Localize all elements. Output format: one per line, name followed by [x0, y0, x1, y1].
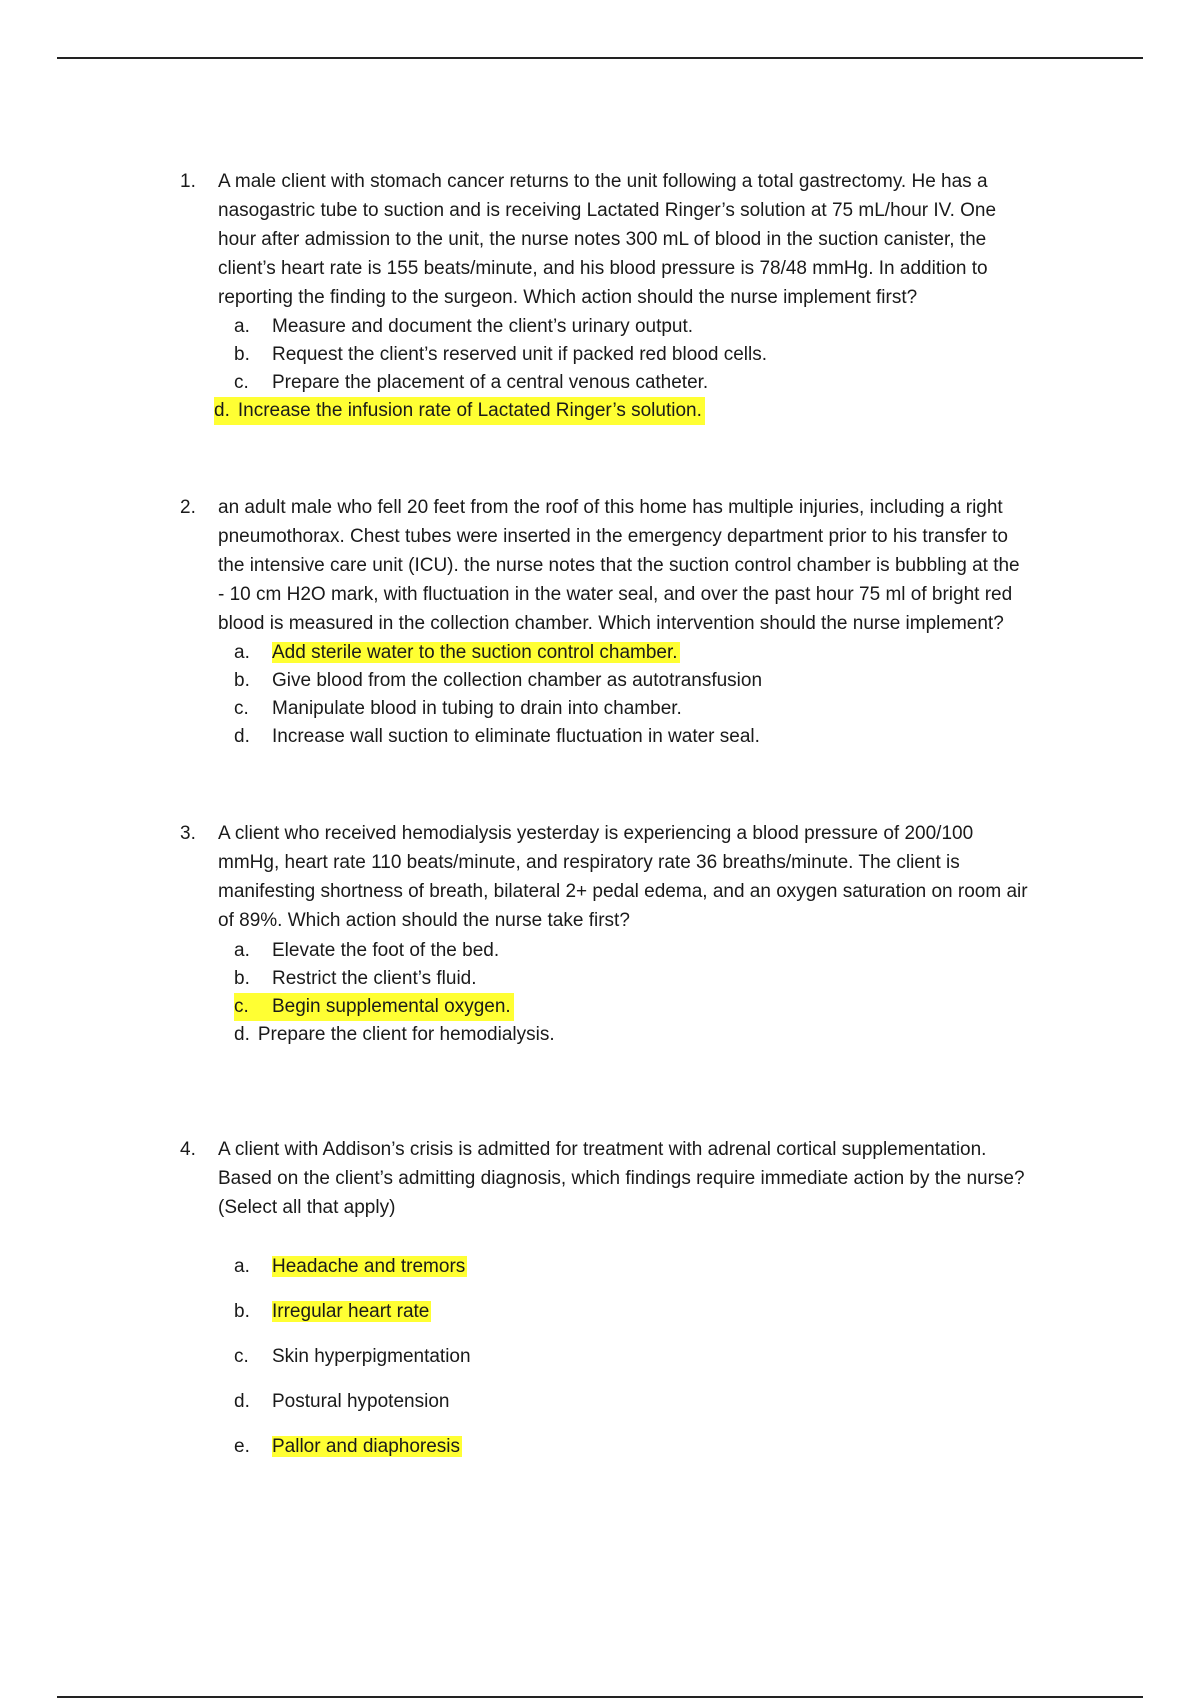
option-text: Increase wall suction to eliminate fluctuation in water seal. — [272, 726, 760, 747]
option-a — [234, 313, 693, 341]
option-letter: c. — [234, 1346, 249, 1367]
option-letter: d. — [234, 726, 250, 747]
option-text: Prepare the placement of a central venous catheter. — [272, 372, 709, 393]
question-number: 2. — [180, 497, 196, 518]
option-c — [234, 695, 682, 723]
option-text: Measure and document the client’s urinary output. — [272, 316, 694, 337]
option-c-correct — [234, 993, 514, 1021]
option-text: Headache and tremors — [272, 1256, 466, 1277]
question-number: 3. — [180, 823, 196, 844]
option-letter: d. — [234, 1024, 250, 1045]
option-text: Give blood from the collection chamber as autotransfusion — [272, 670, 763, 691]
option-text: Request the client’s reserved unit if packed red blood cells. — [272, 344, 767, 365]
option-b — [234, 965, 477, 993]
option-letter: b. — [234, 1301, 250, 1322]
option-b — [234, 341, 767, 369]
option-letter: a. — [234, 1256, 250, 1277]
option-c — [234, 1343, 471, 1371]
question-line: blood is measured in the collection chamber. Which intervention should the nurse implement? — [218, 613, 1004, 634]
question-line: client’s heart rate is 155 beats/minute, and his blood pressure is 78/48 mmHg. In addition to — [218, 258, 988, 279]
question-line: nasogastric tube to suction and is receiving Lactated Ringer’s solution at 75 mL/hour IV. One — [218, 200, 997, 221]
option-text: Begin supplemental oxygen. — [272, 996, 511, 1017]
bottom-rule — [57, 1696, 1143, 1698]
option-text: Prepare the client for hemodialysis. — [257, 1024, 555, 1045]
option-d — [234, 1388, 449, 1416]
option-text: Irregular heart rate — [272, 1301, 430, 1322]
question-line: of 89%. Which action should the nurse take first? — [218, 910, 630, 931]
question-line: hour after admission to the unit, the nurse notes 300 mL of blood in the suction canister, the — [218, 229, 987, 250]
option-a — [234, 937, 499, 965]
option-letter: a. — [234, 642, 250, 663]
question-line: the intensive care unit (ICU). the nurse notes that the suction control chamber is bubbling at the — [218, 555, 1020, 576]
option-letter: b. — [234, 968, 250, 989]
question-number: 4. — [180, 1139, 196, 1160]
option-e-correct — [234, 1433, 462, 1461]
option-text: Manipulate blood in tubing to drain into chamber. — [272, 698, 682, 719]
question-text — [218, 493, 1148, 638]
option-letter: a. — [234, 316, 250, 337]
question-line: an adult male who fell 20 feet from the roof of this home has multiple injuries, including a right — [218, 497, 1003, 518]
option-text: Postural hypotension — [272, 1391, 450, 1412]
option-letter: a. — [234, 940, 250, 961]
option-letter: b. — [234, 670, 250, 691]
option-text: Add sterile water to the suction control chamber. — [272, 642, 678, 663]
option-b-correct — [234, 1298, 431, 1326]
question-line: A client with Addison’s crisis is admitted for treatment with adrenal cortical supplementation. — [218, 1139, 987, 1160]
option-letter: d. — [214, 400, 230, 421]
question-line: A client who received hemodialysis yesterday is experiencing a blood pressure of 200/100 — [218, 823, 974, 844]
question-line: A male client with stomach cancer returns to the unit following a total gastrectomy. He has a — [218, 171, 988, 192]
question-text — [218, 819, 1148, 935]
option-letter: b. — [234, 344, 250, 365]
question-line: manifesting shortness of breath, bilateral 2+ pedal edema, and an oxygen saturation on room air — [218, 881, 1028, 902]
option-letter: c. — [234, 996, 249, 1017]
option-letter: c. — [234, 698, 249, 719]
option-a-correct — [234, 1253, 467, 1281]
option-text: Restrict the client’s fluid. — [272, 968, 477, 989]
option-d-correct — [214, 397, 705, 425]
option-text: Skin hyperpigmentation — [272, 1346, 471, 1367]
question-line: (Select all that apply) — [218, 1197, 396, 1218]
question-text — [218, 1135, 1148, 1222]
option-text: Pallor and diaphoresis — [272, 1436, 461, 1457]
option-text: Increase the infusion rate of Lactated Ringer’s solution. — [237, 400, 702, 421]
question-line: - 10 cm H2O mark, with fluctuation in the water seal, and over the past hour 75 ml of bright red — [218, 584, 1013, 605]
top-rule — [57, 57, 1143, 59]
question-line: reporting the finding to the surgeon. Which action should the nurse implement first? — [218, 287, 918, 308]
option-text: Elevate the foot of the bed. — [272, 940, 500, 961]
option-letter: e. — [234, 1436, 250, 1457]
question-line: Based on the client’s admitting diagnosis, which findings require immediate action by the nurse? — [218, 1168, 1025, 1189]
option-b — [234, 667, 762, 695]
option-c — [234, 369, 708, 397]
question-line: pneumothorax. Chest tubes were inserted in the emergency department prior to his transfer to — [218, 526, 1008, 547]
question-number: 1. — [180, 171, 196, 192]
option-d — [234, 1021, 555, 1049]
option-letter: d. — [234, 1391, 250, 1412]
option-a-correct — [234, 639, 680, 667]
question-text — [218, 167, 1148, 312]
question-line: mmHg, heart rate 110 beats/minute, and respiratory rate 36 breaths/minute. The client is — [218, 852, 960, 873]
option-d — [234, 723, 760, 751]
option-letter: c. — [234, 372, 249, 393]
